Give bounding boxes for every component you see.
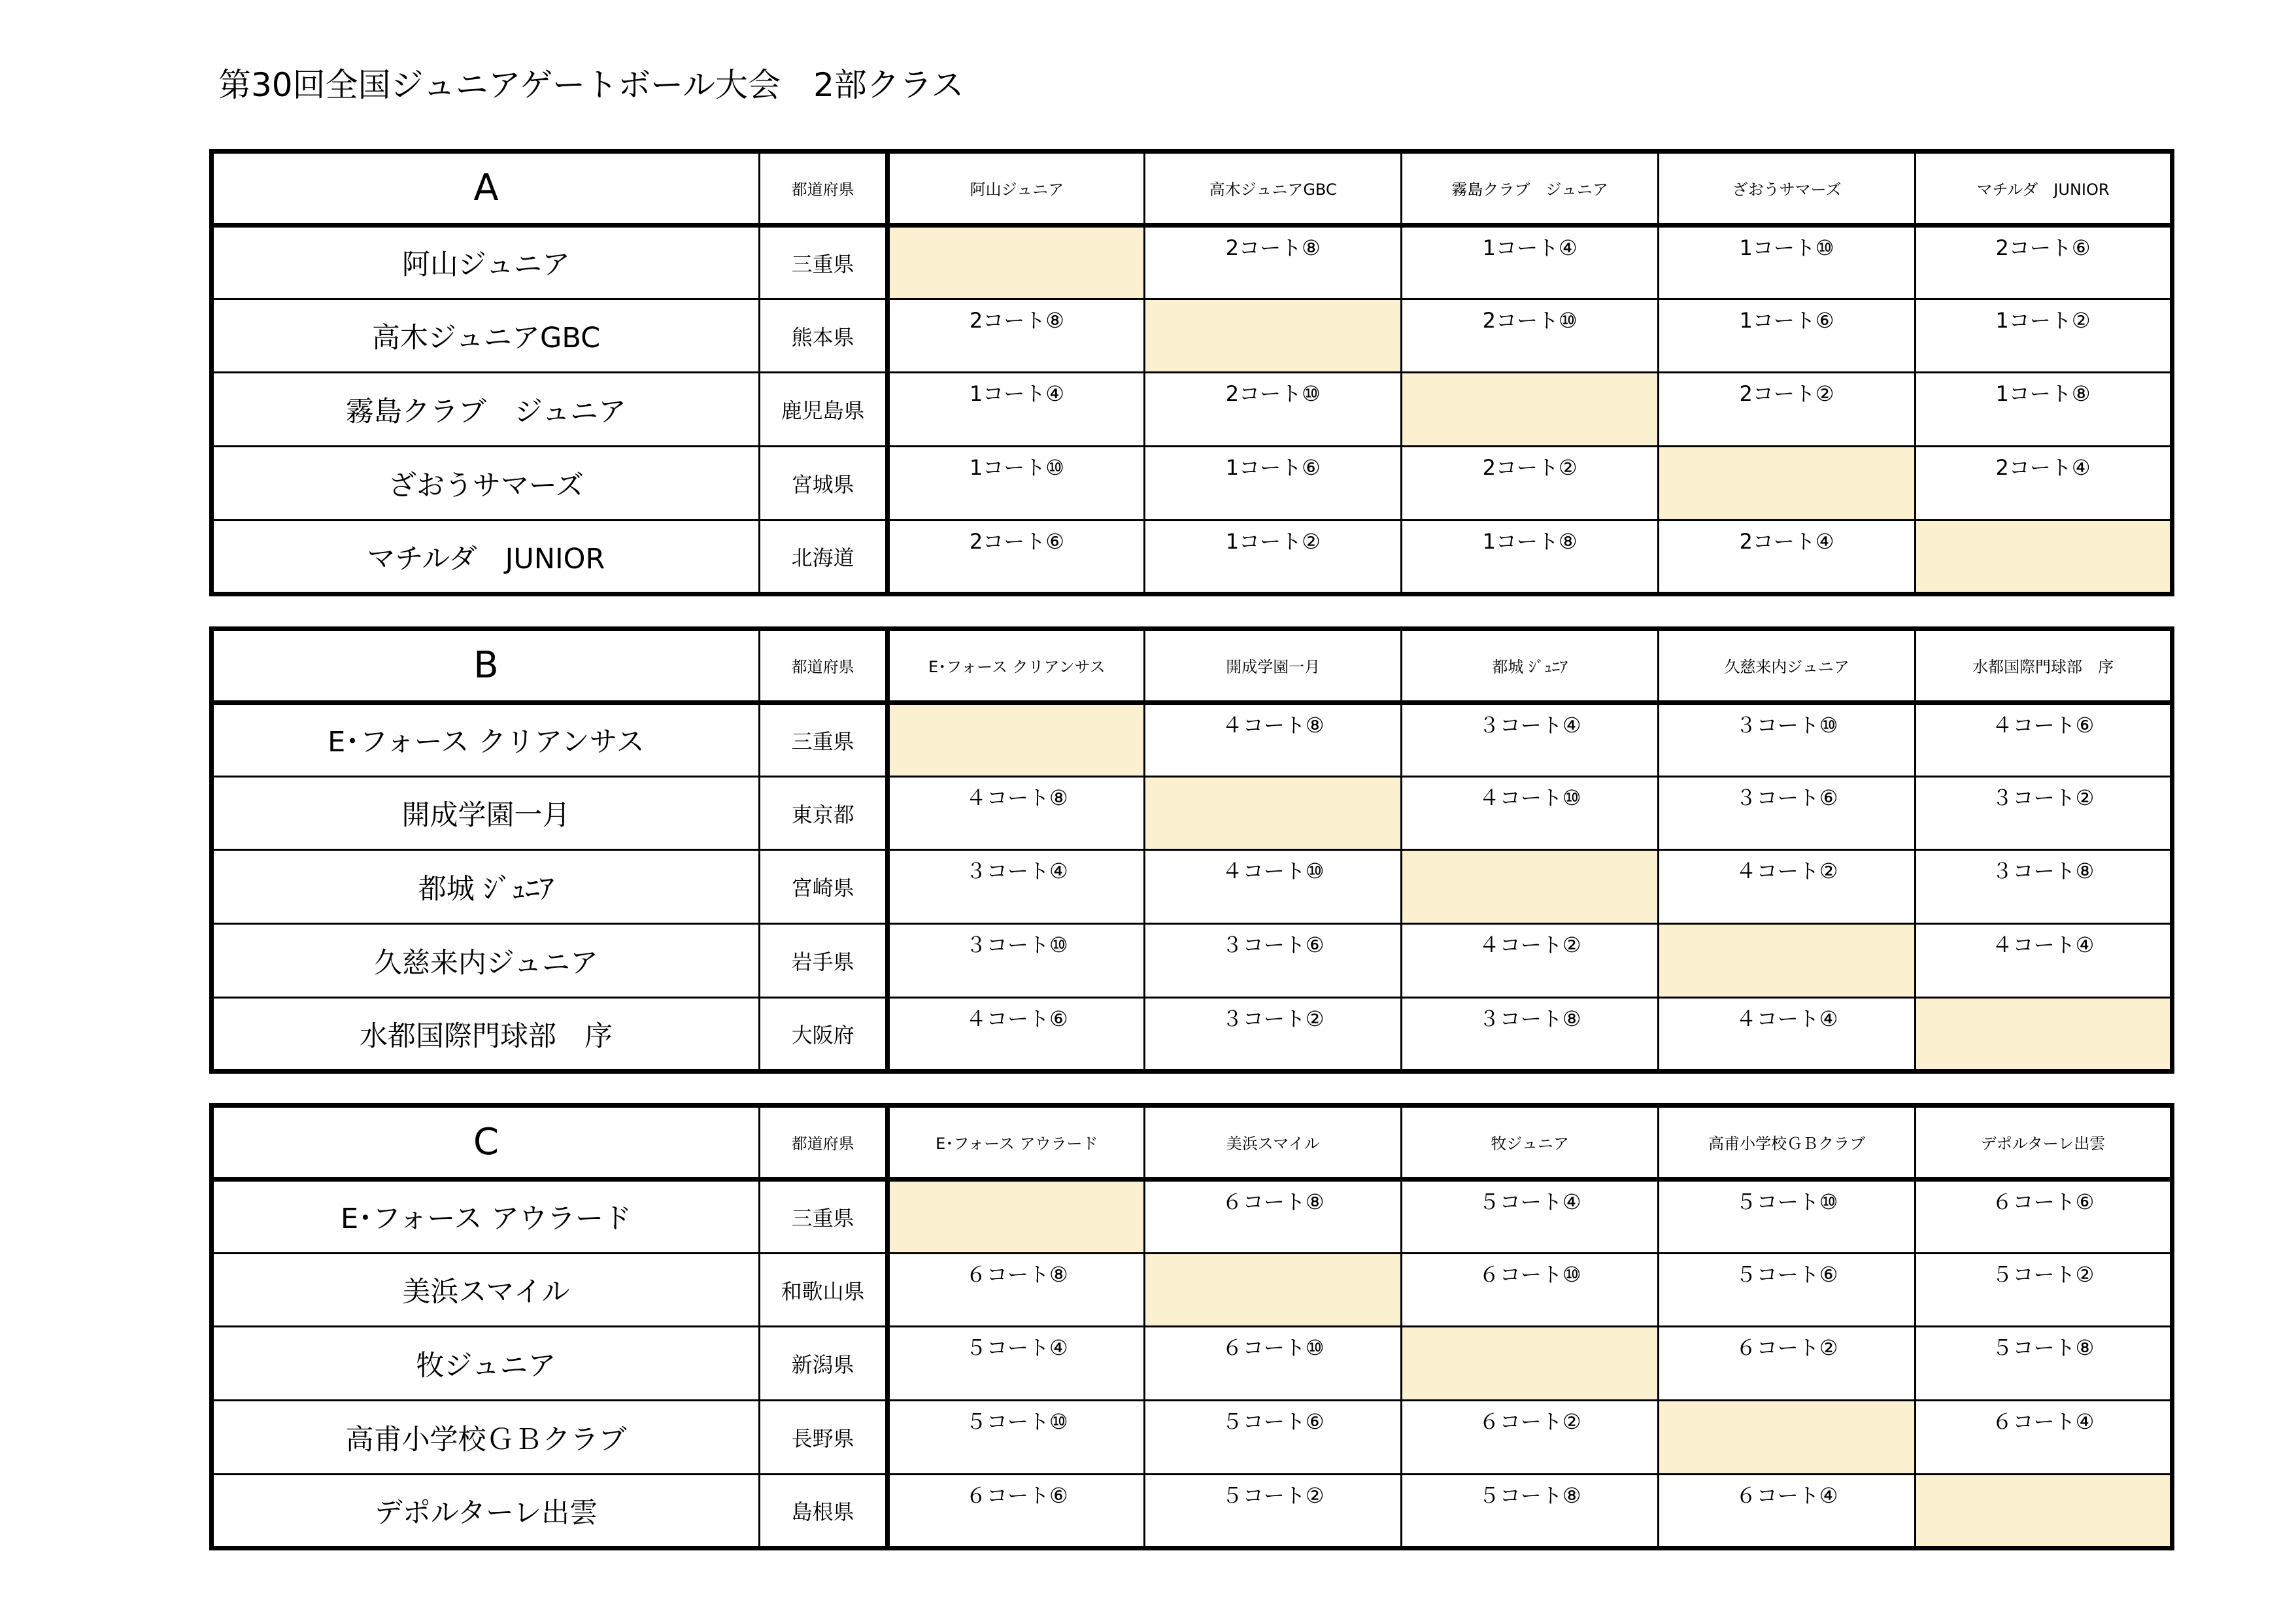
- team-prefecture: 三重県: [759, 1179, 887, 1253]
- team-name: 牧ジュニア: [212, 1327, 760, 1401]
- court-assignment: ５コート④: [1402, 1179, 1659, 1253]
- court-assignment: 1コート②: [1145, 521, 1402, 594]
- group-letter: B: [212, 629, 760, 703]
- team-name: デポルターレ出雲: [212, 1475, 760, 1548]
- court-assignment: ６コート②: [1402, 1401, 1659, 1475]
- team-row: [212, 1475, 2172, 1548]
- court-assignment: 2コート④: [1659, 521, 1916, 594]
- group-header-row: [212, 1106, 2172, 1180]
- group-header-row: [212, 629, 2172, 703]
- team-row: [212, 776, 2172, 850]
- opponent-header: 美浜スマイル: [1145, 1106, 1402, 1180]
- court-assignment: ５コート⑧: [1916, 1327, 2172, 1401]
- opponent-header: 高木ジュニアGBC: [1145, 152, 1402, 226]
- court-assignment: ３コート⑥: [1659, 776, 1916, 850]
- court-assignment: 2コート②: [1402, 447, 1659, 521]
- team-row: [212, 1327, 2172, 1401]
- self-match-cell: [1402, 1327, 1659, 1401]
- team-name: E･フォース クリアンサス: [212, 702, 760, 776]
- team-prefecture: 宮城県: [759, 447, 887, 521]
- team-name: マチルダ JUNIOR: [212, 521, 760, 594]
- court-assignment: ４コート④: [1659, 998, 1916, 1072]
- group-table-a: [209, 149, 2174, 596]
- team-row: [212, 225, 2172, 299]
- team-name: 高木ジュニアGBC: [212, 299, 760, 373]
- team-prefecture: 宮崎県: [759, 850, 887, 924]
- group-letter: C: [212, 1106, 760, 1180]
- court-assignment: ４コート⑩: [1402, 776, 1659, 850]
- group-header-row: [212, 152, 2172, 226]
- court-assignment: 2コート⑩: [1402, 299, 1659, 373]
- opponent-header: 高甫小学校ＧＢクラブ: [1659, 1106, 1916, 1180]
- court-assignment: ３コート⑧: [1402, 998, 1659, 1072]
- court-assignment: ６コート⑧: [1145, 1179, 1402, 1253]
- court-assignment: ４コート⑥: [888, 998, 1145, 1072]
- court-assignment: ５コート⑧: [1402, 1475, 1659, 1548]
- court-assignment: 1コート⑥: [1659, 299, 1916, 373]
- opponent-header: 阿山ジュニア: [888, 152, 1145, 226]
- court-assignment: 1コート④: [1402, 225, 1659, 299]
- group-table-b: [209, 626, 2174, 1074]
- opponent-header: 牧ジュニア: [1402, 1106, 1659, 1180]
- opponent-header: E･フォース アウラード: [888, 1106, 1145, 1180]
- court-assignment: ６コート④: [1916, 1401, 2172, 1475]
- opponent-header: マチルダ JUNIOR: [1916, 152, 2172, 226]
- court-assignment: ４コート⑧: [1145, 702, 1402, 776]
- court-assignment: ５コート⑩: [1659, 1179, 1916, 1253]
- opponent-header: 久慈来内ジュニア: [1659, 629, 1916, 703]
- court-assignment: 1コート⑩: [888, 447, 1145, 521]
- opponent-header: 水都国際門球部 序: [1916, 629, 2172, 703]
- opponent-header: 開成学園一月: [1145, 629, 1402, 703]
- self-match-cell: [1659, 924, 1916, 998]
- court-assignment: ５コート②: [1916, 1253, 2172, 1327]
- team-prefecture: 新潟県: [759, 1327, 887, 1401]
- court-assignment: ４コート④: [1916, 924, 2172, 998]
- team-prefecture: 熊本県: [759, 299, 887, 373]
- court-assignment: 1コート④: [888, 373, 1145, 447]
- court-assignment: ３コート②: [1916, 776, 2172, 850]
- court-assignment: 2コート⑥: [1916, 225, 2172, 299]
- court-assignment: 1コート②: [1916, 299, 2172, 373]
- team-row: [212, 924, 2172, 998]
- opponent-header: E･フォース クリアンサス: [888, 629, 1145, 703]
- team-prefecture: 岩手県: [759, 924, 887, 998]
- team-name: E･フォース アウラード: [212, 1179, 760, 1253]
- self-match-cell: [1145, 776, 1402, 850]
- opponent-header: ざおうサマーズ: [1659, 152, 1916, 226]
- court-assignment: ５コート⑩: [888, 1401, 1145, 1475]
- team-name: 高甫小学校ＧＢクラブ: [212, 1401, 760, 1475]
- team-prefecture: 和歌山県: [759, 1253, 887, 1327]
- team-name: 都城 ｼﾞｭﾆｱ: [212, 850, 760, 924]
- court-assignment: ３コート④: [888, 850, 1145, 924]
- court-assignment: ５コート⑥: [1659, 1253, 1916, 1327]
- team-name: 美浜スマイル: [212, 1253, 760, 1327]
- court-assignment: ６コート⑥: [1916, 1179, 2172, 1253]
- court-assignment: ６コート④: [1659, 1475, 1916, 1548]
- opponent-header: 霧島クラブ ジュニア: [1402, 152, 1659, 226]
- court-assignment: ５コート④: [888, 1327, 1145, 1401]
- self-match-cell: [1659, 447, 1916, 521]
- team-prefecture: 北海道: [759, 521, 887, 594]
- court-assignment: ３コート⑩: [1659, 702, 1916, 776]
- self-match-cell: [888, 225, 1145, 299]
- prefecture-header: 都道府県: [759, 1106, 887, 1180]
- court-assignment: 1コート⑥: [1145, 447, 1402, 521]
- team-prefecture: 三重県: [759, 225, 887, 299]
- team-name: 久慈来内ジュニア: [212, 924, 760, 998]
- court-assignment: ５コート⑥: [1145, 1401, 1402, 1475]
- team-row: [212, 1401, 2172, 1475]
- team-name: 阿山ジュニア: [212, 225, 760, 299]
- court-assignment: 2コート⑩: [1145, 373, 1402, 447]
- court-assignment: 2コート④: [1916, 447, 2172, 521]
- self-match-cell: [1659, 1401, 1916, 1475]
- court-assignment: ４コート⑥: [1916, 702, 2172, 776]
- team-row: [212, 521, 2172, 594]
- team-row: [212, 998, 2172, 1072]
- court-assignment: ３コート⑥: [1145, 924, 1402, 998]
- court-assignment: ６コート⑥: [888, 1475, 1145, 1548]
- opponent-header: 都城 ｼﾞｭﾆｱ: [1402, 629, 1659, 703]
- court-assignment: ６コート②: [1659, 1327, 1916, 1401]
- court-assignment: ４コート②: [1402, 924, 1659, 998]
- self-match-cell: [1916, 998, 2172, 1072]
- court-assignment: ４コート②: [1659, 850, 1916, 924]
- team-name: 霧島クラブ ジュニア: [212, 373, 760, 447]
- team-row: [212, 702, 2172, 776]
- court-assignment: ５コート②: [1145, 1475, 1402, 1548]
- team-prefecture: 鹿児島県: [759, 373, 887, 447]
- court-assignment: 1コート⑧: [1916, 373, 2172, 447]
- team-prefecture: 東京都: [759, 776, 887, 850]
- court-assignment: ６コート⑩: [1402, 1253, 1659, 1327]
- team-name: ざおうサマーズ: [212, 447, 760, 521]
- self-match-cell: [888, 1179, 1145, 1253]
- team-prefecture: 大阪府: [759, 998, 887, 1072]
- court-assignment: ４コート⑩: [1145, 850, 1402, 924]
- self-match-cell: [1916, 1475, 2172, 1548]
- prefecture-header: 都道府県: [759, 152, 887, 226]
- opponent-header: デポルターレ出雲: [1916, 1106, 2172, 1180]
- team-name: 開成学園一月: [212, 776, 760, 850]
- court-assignment: ４コート⑧: [888, 776, 1145, 850]
- self-match-cell: [1145, 1253, 1402, 1327]
- court-assignment: ３コート②: [1145, 998, 1402, 1072]
- self-match-cell: [888, 702, 1145, 776]
- court-assignment: 1コート⑩: [1659, 225, 1916, 299]
- court-assignment: ３コート④: [1402, 702, 1659, 776]
- team-prefecture: 長野県: [759, 1401, 887, 1475]
- court-assignment: 2コート⑧: [1145, 225, 1402, 299]
- self-match-cell: [1145, 299, 1402, 373]
- team-row: [212, 299, 2172, 373]
- court-assignment: 2コート②: [1659, 373, 1916, 447]
- group-letter: A: [212, 152, 760, 226]
- team-name: 水都国際門球部 序: [212, 998, 760, 1072]
- court-assignment: ６コート⑧: [888, 1253, 1145, 1327]
- court-assignment: ３コート⑩: [888, 924, 1145, 998]
- team-row: [212, 447, 2172, 521]
- self-match-cell: [1402, 373, 1659, 447]
- court-assignment: ６コート⑩: [1145, 1327, 1402, 1401]
- team-row: [212, 373, 2172, 447]
- document-title: 第30回全国ジュニアゲートボール大会 2部クラス: [218, 66, 964, 104]
- court-assignment: 2コート⑧: [888, 299, 1145, 373]
- court-assignment: 1コート⑧: [1402, 521, 1659, 594]
- prefecture-header: 都道府県: [759, 629, 887, 703]
- team-row: [212, 850, 2172, 924]
- team-prefecture: 島根県: [759, 1475, 887, 1548]
- court-assignment: ３コート⑧: [1916, 850, 2172, 924]
- self-match-cell: [1916, 521, 2172, 594]
- court-assignment: 2コート⑥: [888, 521, 1145, 594]
- team-row: [212, 1253, 2172, 1327]
- team-prefecture: 三重県: [759, 702, 887, 776]
- group-table-c: [209, 1103, 2174, 1550]
- team-row: [212, 1179, 2172, 1253]
- self-match-cell: [1402, 850, 1659, 924]
